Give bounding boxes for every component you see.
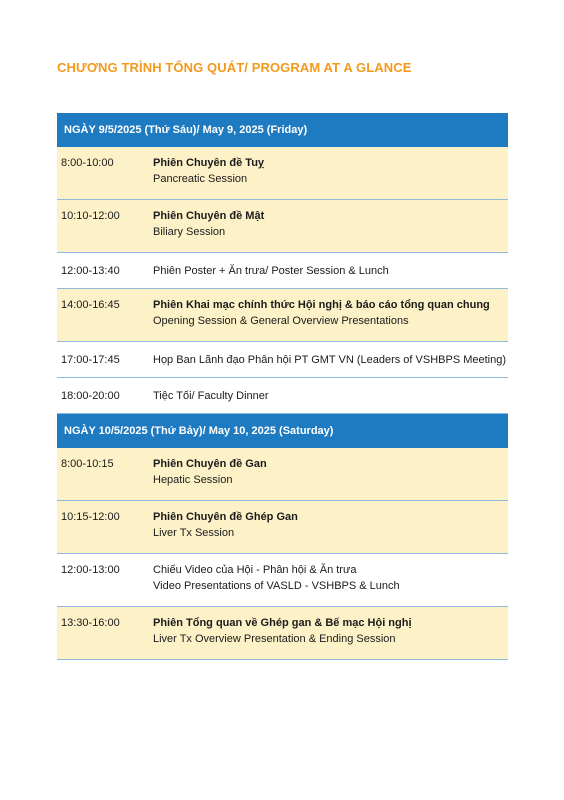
session-description <box>153 509 508 541</box>
session-title: Phiên Poster + Ăn trưa/ Poster Session & Lunch <box>153 265 389 277</box>
session-title-en: Liver Tx Overview Presentation & Ending Session <box>153 633 396 645</box>
session-description <box>153 297 508 329</box>
session-time: 18:00-20:00 <box>61 390 120 402</box>
session-title-vi: Phiên Chuyên đề Mật <box>153 210 265 222</box>
day-header-2: NGÀY 10/5/2025 (Thứ Bảy)/ May 10, 2025 (Saturday) <box>57 414 508 448</box>
session-title-vi: Phiên Chuyên đề Gan <box>153 458 267 470</box>
session-description <box>153 155 508 187</box>
session-time: 8:00-10:15 <box>61 458 114 470</box>
session-title-vi: Phiên Tổng quan về Ghép gan & Bế mạc Hội nghị <box>153 617 412 629</box>
session-time: 12:00-13:00 <box>61 564 120 576</box>
session-title: Họp Ban Lãnh đạo Phân hội PT GMT VN (Leaders of VSHBPS Meeting) <box>153 354 507 366</box>
table-row <box>57 448 508 501</box>
table-row <box>57 342 508 378</box>
session-description <box>153 263 508 279</box>
session-description <box>153 615 508 647</box>
session-description <box>153 388 508 404</box>
table-row <box>57 200 508 253</box>
session-title-en: Video Presentations of VASLD - VSHBPS & Lunch <box>153 580 400 592</box>
session-time: 14:00-16:45 <box>61 299 120 311</box>
session-title-en: Opening Session & General Overview Presentations <box>153 315 409 327</box>
session-title: Tiệc Tối/ Faculty Dinner <box>153 390 269 402</box>
session-time: 8:00-10:00 <box>61 157 114 169</box>
table-row <box>57 554 508 607</box>
table-row <box>57 501 508 554</box>
session-description <box>153 208 508 240</box>
session-title-vi: Chiếu Video của Hội - Phân hội & Ăn trưa <box>153 564 357 576</box>
table-row <box>57 253 508 289</box>
session-time: 13:30-16:00 <box>61 617 120 629</box>
table-row <box>57 378 508 414</box>
session-title-en: Hepatic Session <box>153 474 233 486</box>
session-time: 10:10-12:00 <box>61 210 120 222</box>
page-title: CHƯƠNG TRÌNH TỔNG QUÁT/ PROGRAM AT A GLANCE <box>57 60 412 75</box>
session-description <box>153 352 508 368</box>
program-table <box>57 113 508 660</box>
table-row <box>57 289 508 342</box>
session-title-vi: Phiên Chuyên đề Ghép Gan <box>153 511 298 523</box>
session-title-vi: Phiên Chuyên đề Tuỵ <box>153 157 265 169</box>
session-time: 17:00-17:45 <box>61 354 120 366</box>
session-title-en: Liver Tx Session <box>153 527 235 539</box>
day-header-1: NGÀY 9/5/2025 (Thứ Sáu)/ May 9, 2025 (Friday) <box>57 113 508 147</box>
session-title-vi: Phiên Khai mạc chính thức Hội nghị & báo cáo tổng quan chung <box>153 299 490 311</box>
session-title-en: Pancreatic Session <box>153 173 248 185</box>
session-description <box>153 456 508 488</box>
session-time: 10:15-12:00 <box>61 511 120 523</box>
session-time: 12:00-13:40 <box>61 265 120 277</box>
session-title-en: Biliary Session <box>153 226 226 238</box>
table-row <box>57 607 508 660</box>
session-description <box>153 562 508 594</box>
table-row <box>57 147 508 200</box>
